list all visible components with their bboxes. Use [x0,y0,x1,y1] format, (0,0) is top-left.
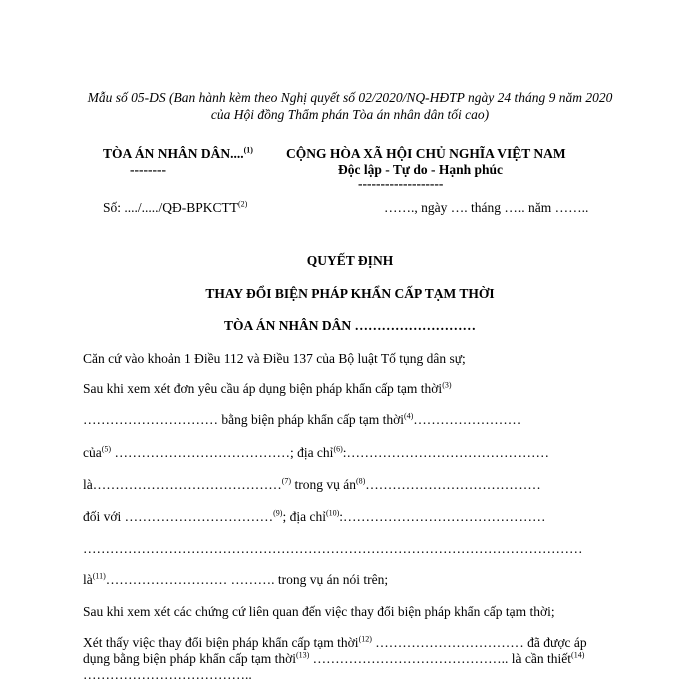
title-decision: QUYẾT ĐỊNH [306,253,394,268]
court-name: TÒA ÁN NHÂN DÂN....$^{(1)}$ [103,145,253,161]
body-p3: ………………………… bằng biện pháp khẩn cấp tạm thời$^{(4)}$…………………… [83,411,522,427]
template-note-line2: của Hội đồng Thẩm phán Tòa án nhân dân tối cao) [210,107,490,122]
motto-rule: ------------------- [358,176,444,191]
body-p12: ……………………………….. [83,667,252,682]
body-p7: ………………………………………………………………………………………………… [83,541,583,556]
title-court: TÒA ÁN NHÂN DÂN ……………………… [223,318,476,333]
body-p1: Căn cứ vào khoản 1 Điều 112 và Điều 137 của Bộ luật Tố tụng dân sự; [83,351,466,366]
template-note-line1: Mẫu số 05-DS (Ban hành kèm theo Nghị quyết số 02/2020/NQ-HĐTP ngày 24 tháng 9 năm 2020 [87,90,613,105]
body-p2: Sau khi xem xét đơn yêu cầu áp dụng biện pháp khẩn cấp tạm thời$^{(3)}$ [83,380,452,396]
body-p11: dụng bằng biện pháp khẩn cấp tạm thời$^{(13)}$ …………………………………….. là cần thiết$^{(14)}$ [83,650,585,666]
date-line: ……., ngày …. tháng ….. năm …….. [384,200,589,215]
body-p8: $là^{(11)}\dots\dots\dots\dots\dots\dots\dots\dots\dots$ ………. trong vụ án nói trên; [83,571,389,587]
body-p4: của$^{(5)}$ …………………………………; địa chỉ$^{(6)}$:……………………………………… [83,444,550,460]
decision-number: Số: ..../...../QĐ-BPKCTT$^{(2)}$ [103,199,248,215]
body-p6: đối với ……………………………$^{(9)}$; địa chỉ$^{(10)}$:……………………………………… [83,508,546,524]
body-p5: là……………………………………$^{(7)}$ trong vụ $án^{(8)}\dots\dots\dots\dots\dots\dots\dots\dots\dots\dots\dots\dots\dots$ [83,476,541,492]
court-rule: -------- [130,162,166,177]
nation-name: CỘNG HÒA XÃ HỘI CHỦ NGHĨA VIỆT NAM [286,146,566,161]
title-subject: THAY ĐỔI BIỆN PHÁP KHẨN CẤP TẠM THỜI [205,286,495,301]
body-p9: Sau khi xem xét các chứng cứ liên quan đến việc thay đổi biện pháp khẩn cấp tạm thời; [83,604,555,619]
body-p10: Xét thấy việc thay đổi biện pháp khẩn cấp tạm thời$^{(12)}$ …………………………… đã được áp [83,634,587,650]
motto: Độc lập - Tự do - Hạnh phúc [338,162,504,177]
